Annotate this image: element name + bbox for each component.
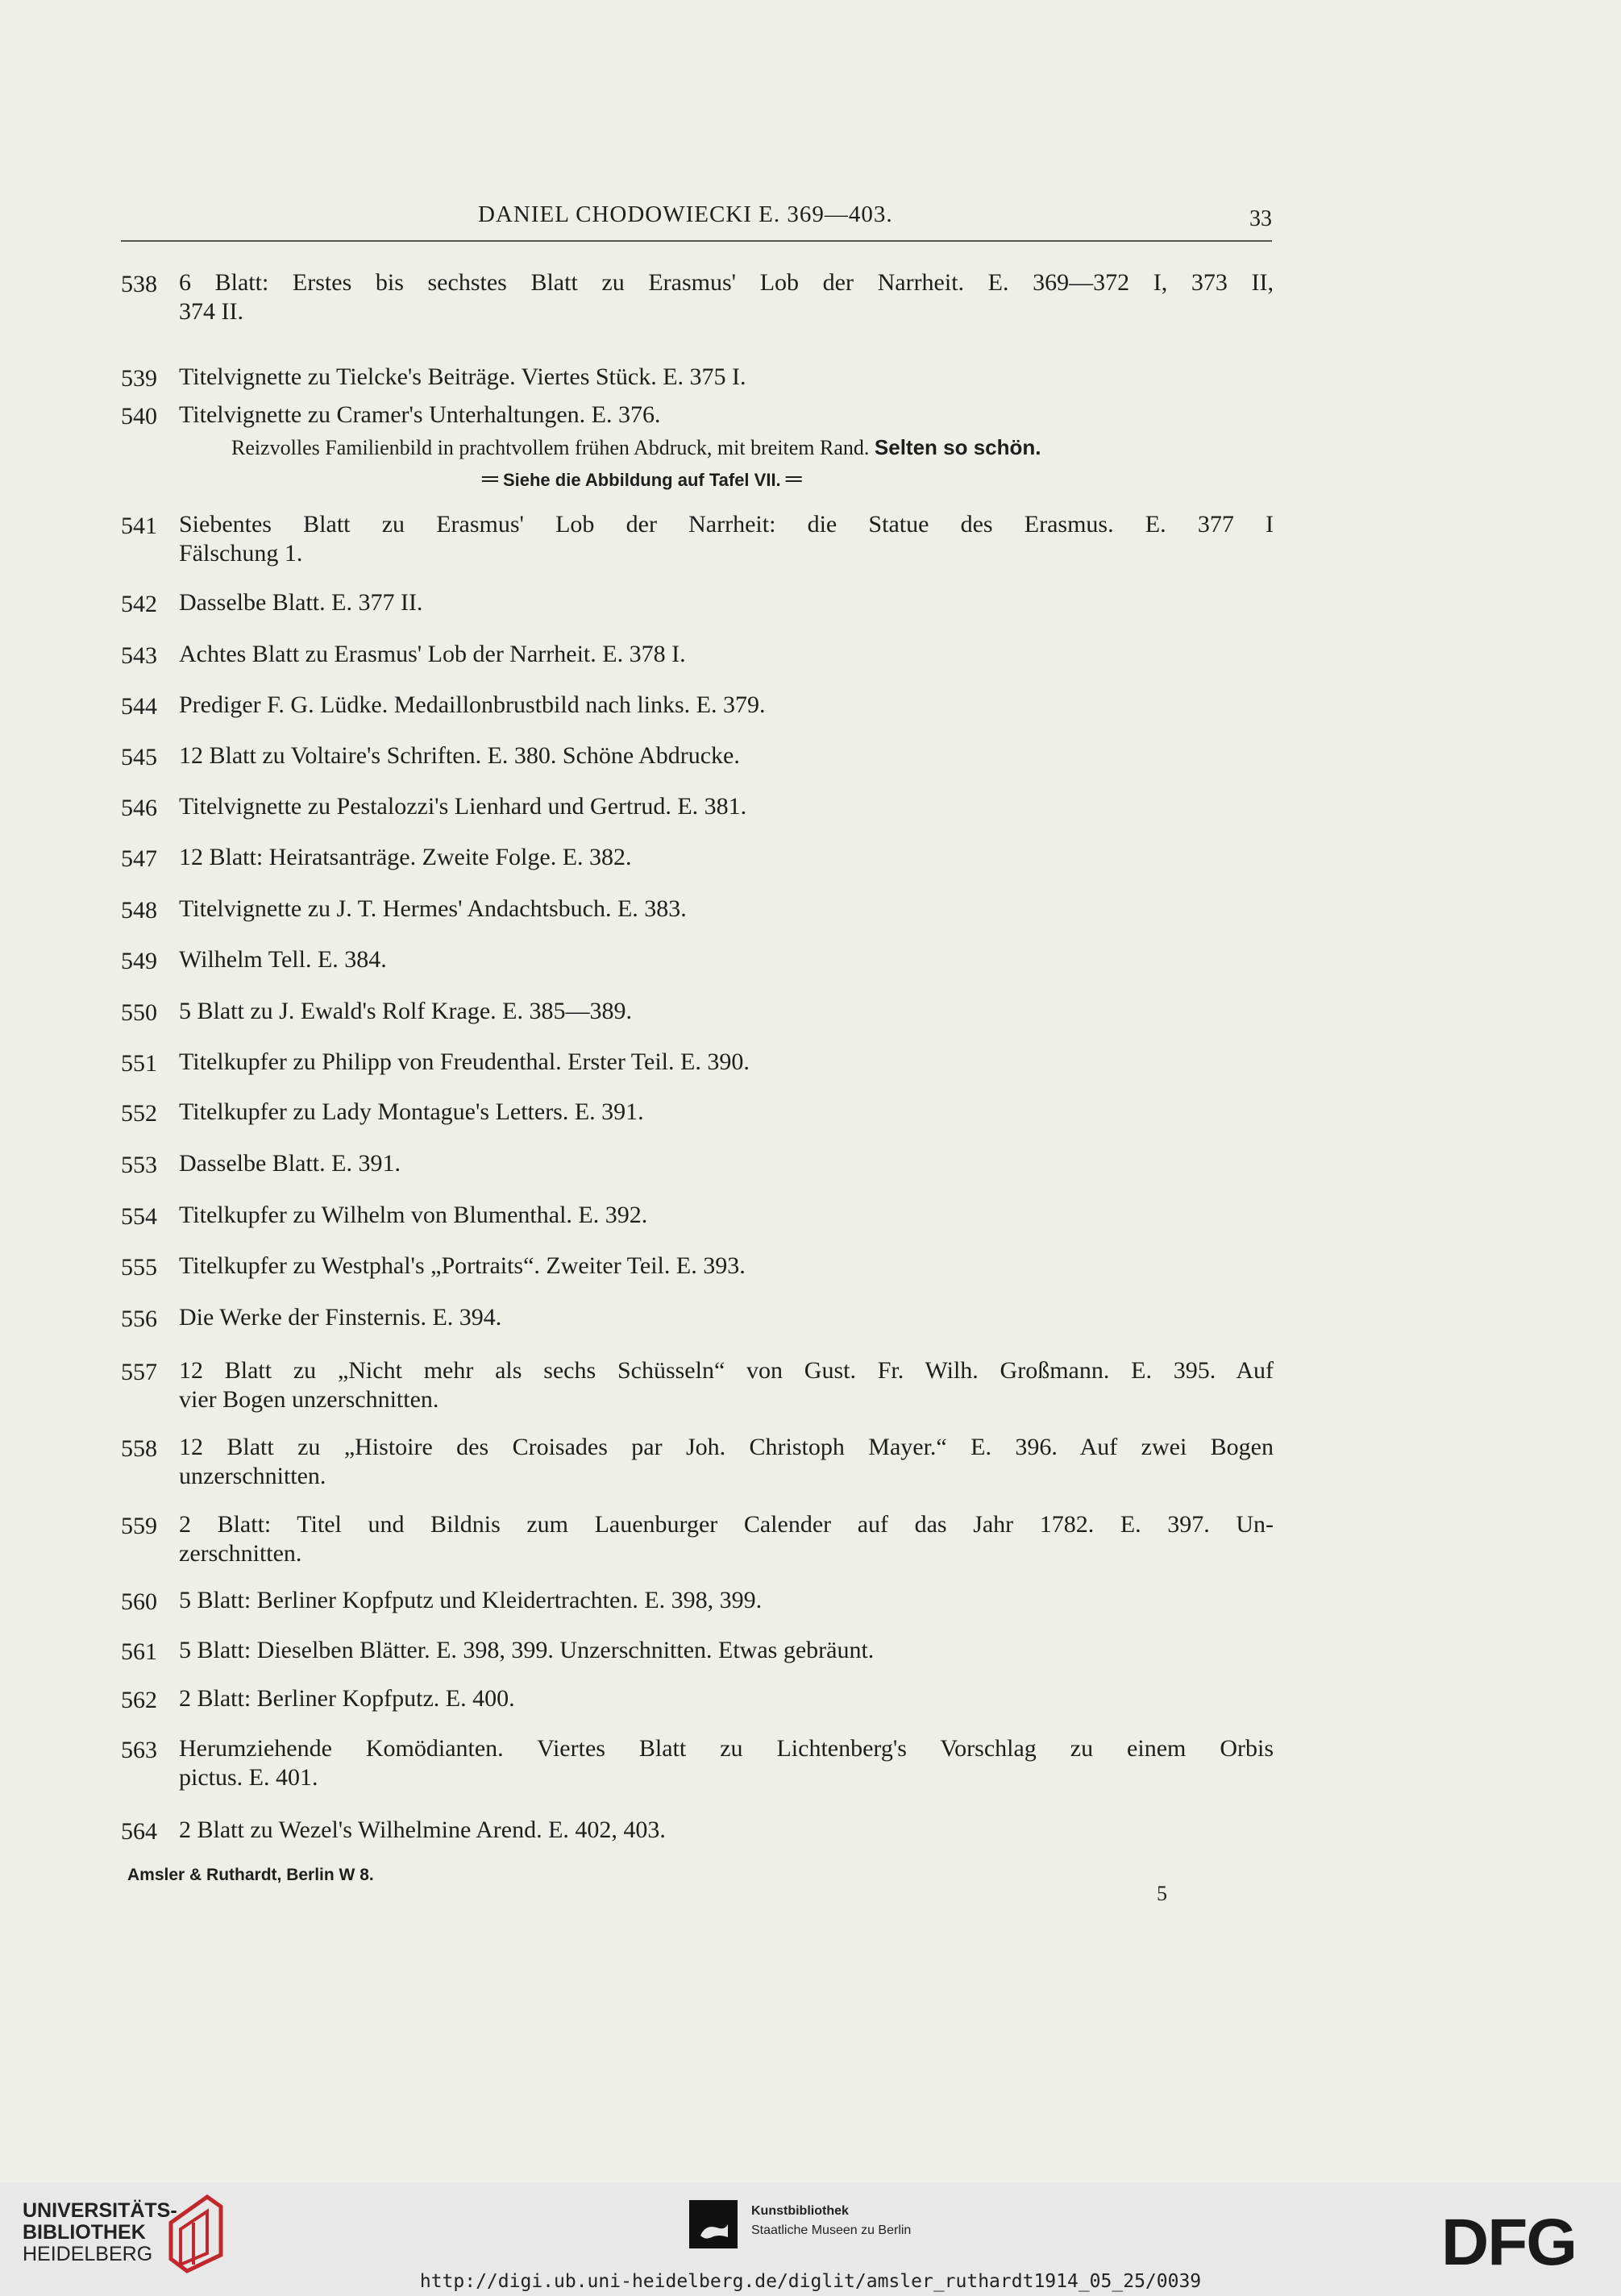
entry-number: 560 xyxy=(121,1588,157,1615)
note-emphasis: Selten so schön. xyxy=(874,435,1041,459)
entry-line: vier Bogen unzerschnitten. xyxy=(179,1386,439,1413)
kunstbibliothek-logo-icon xyxy=(689,2200,738,2248)
entry-line: Die Werke der Finsternis. E. 394. xyxy=(179,1304,502,1331)
entry-text xyxy=(179,588,1274,617)
entry-number: 552 xyxy=(121,1100,157,1127)
entry-number: 541 xyxy=(121,513,157,539)
ub-heidelberg-mark-icon xyxy=(163,2190,227,2279)
entry-number: 543 xyxy=(121,642,157,669)
page-number: 33 xyxy=(1249,206,1272,231)
entry-text xyxy=(179,1201,1274,1230)
entry-text xyxy=(179,1433,1274,1491)
kb-name: Kunstbibliothek xyxy=(751,2204,849,2218)
permalink-url[interactable]: http://digi.ub.uni-heidelberg.de/diglit/amsler_ruthardt1914_05_25/0039 xyxy=(419,2271,1202,2292)
entry-text xyxy=(179,792,1274,821)
entry-line: 5 Blatt zu J. Ewald's Rolf Krage. E. 385—389. xyxy=(179,998,632,1024)
entry-text xyxy=(179,1048,1274,1077)
entry-number: 539 xyxy=(121,365,157,392)
entry-line: 2 Blatt zu Wezel's Wilhelmine Arend. E. 402, 403. xyxy=(179,1816,666,1843)
plate-bar-left: ═ xyxy=(482,466,498,491)
entry-line: Titelvignette zu J. T. Hermes' Andachtsbuch. E. 383. xyxy=(179,895,687,922)
entry-line: 12 Blatt zu „Histoire des Croisades par Joh. Christoph Mayer.“ E. 396. Auf zwei Bogen xyxy=(179,1434,1274,1460)
entry-number: 538 xyxy=(121,271,157,297)
entry-line: 2 Blatt: Berliner Kopfputz. E. 400. xyxy=(179,1685,515,1712)
ub-logo-line3: HEIDELBERG xyxy=(23,2243,153,2265)
entry-text xyxy=(179,1636,1274,1665)
publisher-imprint: Amsler & Ruthardt, Berlin W 8. xyxy=(127,1866,374,1884)
entry-line: Siebentes Blatt zu Erasmus' Lob der Narrheit: die Statue des Erasmus. E. 377 I xyxy=(179,511,1274,538)
entry-number: 558 xyxy=(121,1435,157,1462)
entry-number: 555 xyxy=(121,1254,157,1281)
entry-text xyxy=(179,945,1274,974)
entry-number: 557 xyxy=(121,1359,157,1385)
entry-number: 544 xyxy=(121,693,157,720)
entry-text xyxy=(179,640,1274,669)
entry-number: 545 xyxy=(121,744,157,770)
entry-line: zerschnitten. xyxy=(179,1540,302,1567)
entry-text xyxy=(179,1149,1274,1178)
entry-text xyxy=(179,1510,1274,1568)
entry-line: Titelvignette zu Cramer's Unterhaltungen. E. 376. xyxy=(179,401,661,428)
kb-subtitle: Staatliche Museen zu Berlin xyxy=(751,2223,912,2237)
entry-text xyxy=(179,1816,1274,1845)
entry-number: 559 xyxy=(121,1513,157,1539)
plate-reference xyxy=(482,466,933,492)
entry-line: pictus. E. 401. xyxy=(179,1764,318,1791)
entry-text xyxy=(179,1734,1274,1792)
entry-text xyxy=(179,1356,1274,1414)
entry-text xyxy=(179,895,1274,924)
entry-line: 5 Blatt: Berliner Kopfputz und Kleidertrachten. E. 398, 399. xyxy=(179,1587,763,1613)
entry-text xyxy=(179,1303,1274,1332)
entry-text xyxy=(179,691,1274,720)
entry-number: 562 xyxy=(121,1687,157,1713)
entry-line: Herumziehende Komödianten. Viertes Blatt zu Lichtenberg's Vorschlag zu einem Orbis xyxy=(179,1735,1274,1762)
entry-text xyxy=(179,1098,1274,1127)
entry-line: Achtes Blatt zu Erasmus' Lob der Narrheit. E. 378 I. xyxy=(179,641,686,667)
entry-line: Dasselbe Blatt. E. 391. xyxy=(179,1150,401,1177)
entry-line: Titelkupfer zu Wilhelm von Blumenthal. E. 392. xyxy=(179,1202,648,1228)
entry-line: Fälschung 1. xyxy=(179,540,303,567)
entry-line: Titelkupfer zu Westphal's „Portraits“. Zweiter Teil. E. 393. xyxy=(179,1252,746,1279)
kunstbibliothek-text[interactable] xyxy=(751,2202,911,2240)
entry-number: 546 xyxy=(121,795,157,821)
ub-logo-line1: UNIVERSITÄTS- xyxy=(23,2199,177,2222)
entry-line: 5 Blatt: Dieselben Blätter. E. 398, 399. Unzerschnitten. Etwas gebräunt. xyxy=(179,1637,875,1663)
entry-number: 561 xyxy=(121,1638,157,1665)
entry-line: 12 Blatt zu Voltaire's Schriften. E. 380. Schöne Abdrucke. xyxy=(179,742,740,769)
entry-text xyxy=(179,268,1274,326)
entry-line: Dasselbe Blatt. E. 377 II. xyxy=(179,589,423,616)
plate-text: Siehe die Abbildung auf Tafel VII. xyxy=(502,470,781,490)
entry-line: 6 Blatt: Erstes bis sechstes Blatt zu Erasmus' Lob der Narrheit. E. 369—372 I, 373 II, xyxy=(179,269,1274,296)
entry-number: 556 xyxy=(121,1306,157,1332)
ub-heidelberg-logo[interactable] xyxy=(23,2200,177,2265)
header-title: DANIEL CHODOWIECKI E. 369—403. xyxy=(478,201,893,227)
entry-number: 553 xyxy=(121,1152,157,1178)
entry-line: 12 Blatt: Heiratsanträge. Zweite Folge. E. 382. xyxy=(179,844,632,870)
entry-number: 550 xyxy=(121,999,157,1026)
entry-text xyxy=(179,363,1274,392)
entry-note xyxy=(231,435,1274,460)
entry-number: 542 xyxy=(121,591,157,617)
entry-number: 547 xyxy=(121,845,157,872)
entry-number: 554 xyxy=(121,1203,157,1230)
entry-line: 2 Blatt: Titel und Bildnis zum Lauenburger Calender auf das Jahr 1782. E. 397. Un- xyxy=(179,1511,1274,1538)
entry-text xyxy=(179,1252,1274,1281)
entry-line: Titelvignette zu Pestalozzi's Lienhard und Gertrud. E. 381. xyxy=(179,793,747,820)
entry-line: Prediger F. G. Lüdke. Medaillonbrustbild nach links. E. 379. xyxy=(179,691,766,718)
entry-line: 374 II. xyxy=(179,298,243,325)
entry-number: 551 xyxy=(121,1050,157,1077)
plate-bar-right: ═ xyxy=(785,466,802,491)
entry-line: Wilhelm Tell. E. 384. xyxy=(179,946,387,973)
entry-line: Titelvignette zu Tielcke's Beiträge. Viertes Stück. E. 375 I. xyxy=(179,363,746,390)
note-text: Reizvolles Familienbild in prachtvollem frühen Abdruck, mit breitem Rand. xyxy=(231,436,870,459)
entry-number: 548 xyxy=(121,897,157,924)
entry-line: 12 Blatt zu „Nicht mehr als sechs Schüsseln“ von Gust. Fr. Wilh. Großmann. E. 395. Auf xyxy=(179,1357,1274,1384)
ub-logo-line2: BIBLIOTHEK xyxy=(23,2221,146,2244)
running-header xyxy=(121,201,1272,242)
entry-text xyxy=(179,997,1274,1026)
entry-number: 540 xyxy=(121,403,157,430)
entry-number: 564 xyxy=(121,1818,157,1845)
dfg-logo[interactable]: DFG xyxy=(1441,2206,1577,2279)
entry-text xyxy=(179,741,1274,770)
entry-line: unzerschnitten. xyxy=(179,1463,326,1489)
entry-text xyxy=(179,510,1274,568)
entry-number: 549 xyxy=(121,948,157,974)
printer-signature: 5 xyxy=(1157,1882,1167,1905)
entry-line: Titelkupfer zu Lady Montague's Letters. E. 391. xyxy=(179,1098,644,1125)
entry-line: Titelkupfer zu Philipp von Freudenthal. Erster Teil. E. 390. xyxy=(179,1048,750,1075)
entry-text xyxy=(179,843,1274,872)
entry-text xyxy=(179,1684,1274,1713)
entry-number: 563 xyxy=(121,1737,157,1763)
entry-text xyxy=(179,401,1274,430)
entry-text xyxy=(179,1586,1274,1615)
